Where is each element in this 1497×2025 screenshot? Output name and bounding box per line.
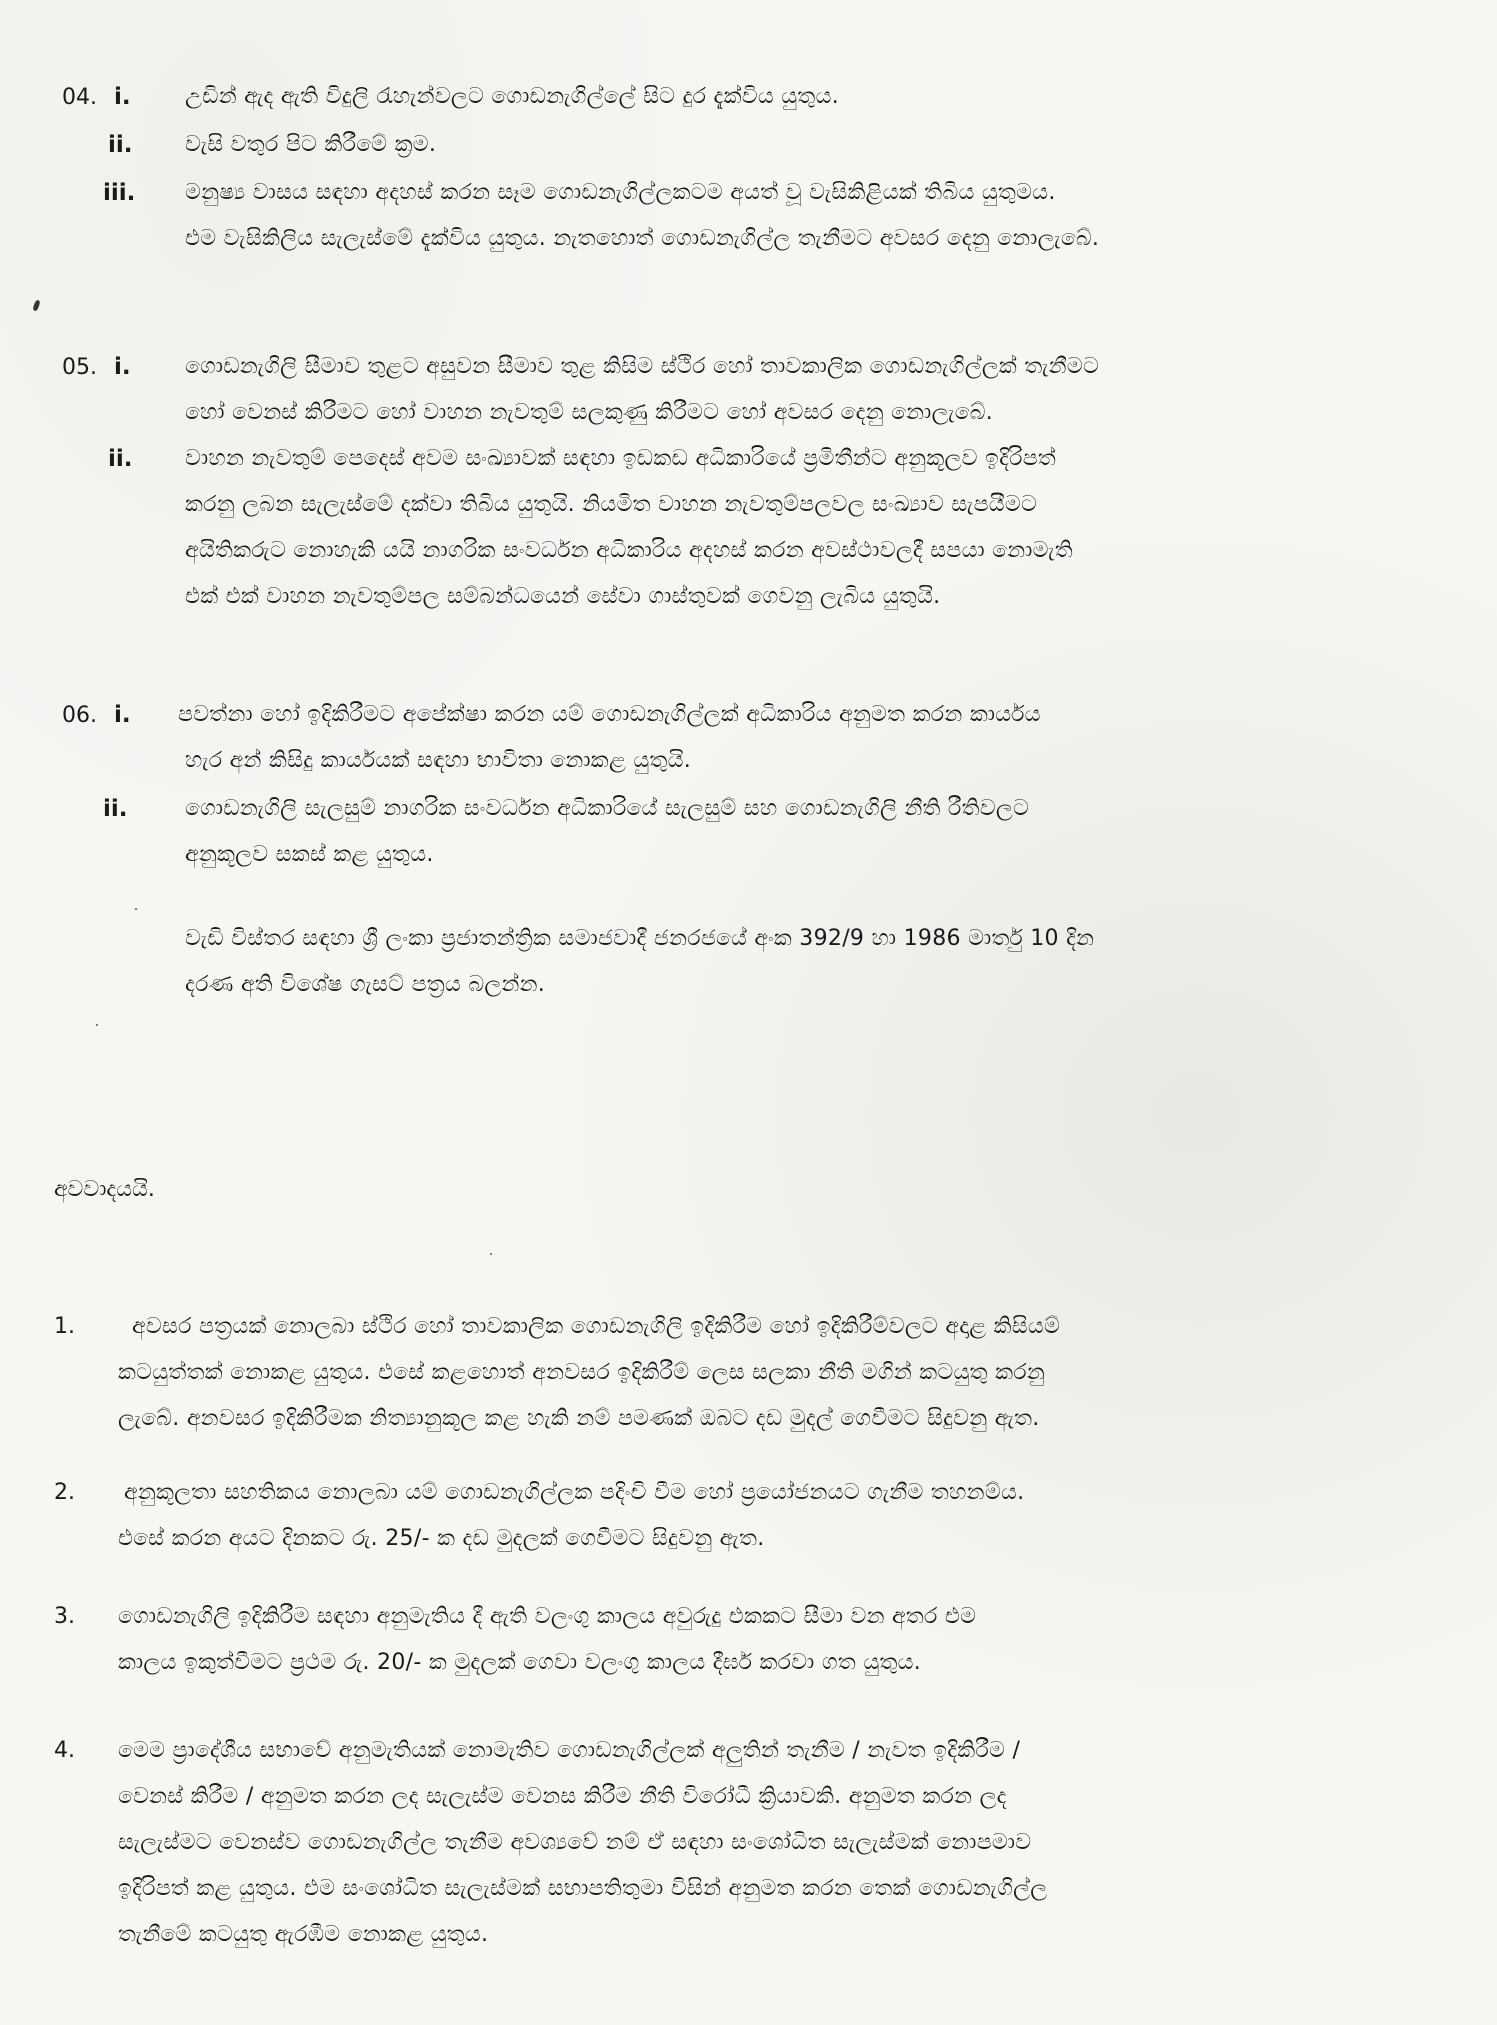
- section-04-iii-line-1: මනුෂ්‍ය වාසය සඳහා අදහස් කරන සෑම ගොඩනැගිල්ලකටම අයත් වූ වැසිකිළියක් තිබිය යුතුමය.: [185, 180, 1056, 205]
- speck: [490, 1253, 492, 1255]
- section-number: 05.: [62, 355, 97, 380]
- warning-number: 1.: [54, 1314, 75, 1339]
- section-06-i-line-2: හැර අන් කිසිදු කාර්යයක් සඳහා භාවිතා නොකළ යුතුයි.: [185, 748, 692, 773]
- warning-number: 3.: [54, 1604, 75, 1629]
- section-05-i-line-2: හෝ වෙනස් කිරීමට හෝ වාහන නැවතුම් සලකුණු කිරීමට හෝ අවසර දෙනු නොලැබේ.: [185, 400, 994, 425]
- warning-1-line-2: කටයුත්තක් නොකළ යුතුය. එසේ කළහොත් අනවසර ඉදිකිරීම් ලෙස සලකා නීති මගින් කටයුතු කරනු: [118, 1360, 1046, 1385]
- warnings-heading: අවවාදයයි.: [54, 1177, 155, 1202]
- roman-numeral: ii.: [108, 446, 133, 472]
- roman-numeral: iii.: [103, 180, 136, 206]
- warning-1-line-3: ලැබේ. අනවසර ඉදිකිරීමක නිත්‍යානුකූල කළ හැකි නම් පමණක් ඔබට දඩ මුදල් ගෙවීමට සිදුවනු ඇත.: [118, 1406, 1040, 1431]
- section-05-ii-line-4: එක් එක් වාහන නැවතුම්පල සම්බන්ධයෙන් සේවා ගාස්තුවක් ගෙවනු ලැබිය යුතුයි.: [185, 584, 941, 609]
- section-05-number: [62, 352, 131, 383]
- warning-2-line-2: එසේ කරන අයට දිනකට රු. 25/- ක දඩ මුදලක් ගෙවීමට සිදුවනු ඇත.: [118, 1526, 765, 1551]
- warning-4-line-4: ඉදිරිපත් කළ යුතුය. එම සංශෝධිත සැලැස්මක් සභාපතිතුමා විසින් අනුමත කරන තෙක් ගොඩනැගිල්ල: [118, 1876, 1048, 1901]
- section-06-number: [62, 700, 131, 731]
- roman-numeral: i.: [114, 702, 131, 728]
- warning-4-line-3: සැලැස්මට වෙනස්ව ගොඩනැගිල්ල තැනීම අවශ්‍යවේ නම් ඒ සඳහා සංශෝධිත සැලැස්මක් නොපමාව: [118, 1830, 1032, 1855]
- roman-numeral: i.: [114, 354, 131, 380]
- warning-3-line-2: කාලය ඉකුත්වීමට ප්‍රථම රු. 20/- ක මුදලක් ගෙවා වලංගු කාලය දීර්ඝ කරවා ගත යුතුය.: [118, 1650, 922, 1675]
- warning-4-line-2: වෙනස් කිරීම / අනුමත කරන ලද සැලැස්ම වෙනස කිරීම නීති විරෝධී ක්‍රියාවකි. අනුමත කරන ලද: [118, 1784, 1007, 1809]
- section-05-ii-line-2: කරනු ලබන සැලැස්මේ දක්වා තිබිය යුතුයි. නියමිත වාහන නැවතුම්පලවල සංඛ්‍යාව සැපයීමට: [185, 492, 1038, 517]
- warning-4-line-5: තැනීමේ කටයුතු ඇරඹීම නොකළ යුතුය.: [118, 1922, 489, 1947]
- section-04-number: [62, 82, 131, 113]
- section-06-ii-line-2: අනුකූලව සකස් කළ යුතුය.: [185, 842, 434, 867]
- speck: [96, 1024, 98, 1026]
- warning-1-line-1: අවසර පත්‍රයක් නොලබා ස්ථිර හෝ තාවකාලික ගොඩනැගිලි ඉදිකිරීම හෝ ඉදිකිරීම්වලට අදාළ කිසියම්: [132, 1314, 1061, 1339]
- warning-number: 4.: [54, 1738, 75, 1763]
- warning-4-line-1: මෙම ප්‍රාදේශීය සභාවේ අනුමැතියක් නොමැතිව ගොඩනැගිල්ලක් අලුතින් තැනීම / නැවත ඉදිකිරීම /: [118, 1738, 1021, 1763]
- section-number: 06.: [62, 703, 97, 728]
- section-number: 04.: [62, 85, 97, 110]
- roman-numeral: ii.: [108, 132, 133, 158]
- roman-numeral: ii.: [103, 796, 128, 822]
- speck: [135, 908, 137, 910]
- roman-numeral: i.: [114, 84, 131, 110]
- section-05-ii-line-1: වාහන නැවතුම් පෙදෙස් අවම සංඛ්‍යාවක් සඳහා ඉඩකඩ අධිකාරියේ ප්‍රමිතීන්ට අනුකූලව ඉදිරිපත්: [185, 446, 1057, 471]
- ink-mark: [32, 299, 40, 311]
- section-06-i-line-1: පවත්නා හෝ ඉදිකිරීමට අපේක්ෂා කරන යම් ගොඩනැගිල්ලක් අධිකාරිය අනුමත කරන කාර්යය: [178, 702, 1041, 727]
- section-06-ii-line-1: ගොඩනැගිලි සැලසුම් නාගරික සංවර්ධන අධිකාරියේ සැලසුම් සහ ගොඩනැගිලි නීති රීතිවලට: [185, 796, 1030, 821]
- section-04-iii-line-2: එම වැසිකිලිය සැලැස්මේ දැක්විය යුතුය. නැතහොත් ගොඩනැගිල්ල තැනීමට අවසර දෙනු නොලැබේ.: [185, 226, 1100, 251]
- section-04-i-line-1: උඩින් ඇද ඇති විදුලි රැහැන්වලට ගොඩනැගිල්ලේ සිට දුර දැක්විය යුතුය.: [185, 84, 839, 109]
- warning-number: 2.: [54, 1480, 75, 1505]
- section-06-note-line-1: වැඩි විස්තර සඳහා ශ්‍රී ලංකා ප්‍රජාතන්ත්‍රික සමාජවාදී ජනරජයේ අංක 392/9 හා 1986 මාර්තු 10 දින: [185, 926, 1095, 951]
- warning-3-line-1: ගොඩනැගිලි ඉදිකිරීම සඳහා අනුමැතිය දී ඇති වලංගු කාලය අවුරුදු එකකට සීමා වන අතර එම: [118, 1604, 977, 1629]
- section-05-ii-line-3: අයිතිකරුට නොහැකි යයි නාගරික සංවර්ධන අධිකාරිය අදහස් කරන අවස්ථාවලදී සපයා නොමැති: [185, 538, 1074, 563]
- section-04-ii-line-1: වැසි වතුර පිට කිරීමේ ක්‍රම.: [185, 132, 437, 157]
- section-05-i-line-1: ගොඩනැගිලි සීමාව තුළට අසුවන සීමාව තුළ කිසිම ස්ථිර හෝ තාවකාලික ගොඩනැගිල්ලක් තැනීමට: [185, 354, 1100, 379]
- section-06-note-line-2: දරණ අති විශේෂ ගැසට් පත්‍රය බලන්න.: [185, 972, 546, 997]
- warning-2-line-1: අනුකූලතා සහතිකය නොලබා යම් ගොඩනැගිල්ලක පදිංචි වීම හෝ ප්‍රයෝජනයට ගැනීම තහනම්ය.: [124, 1480, 1025, 1505]
